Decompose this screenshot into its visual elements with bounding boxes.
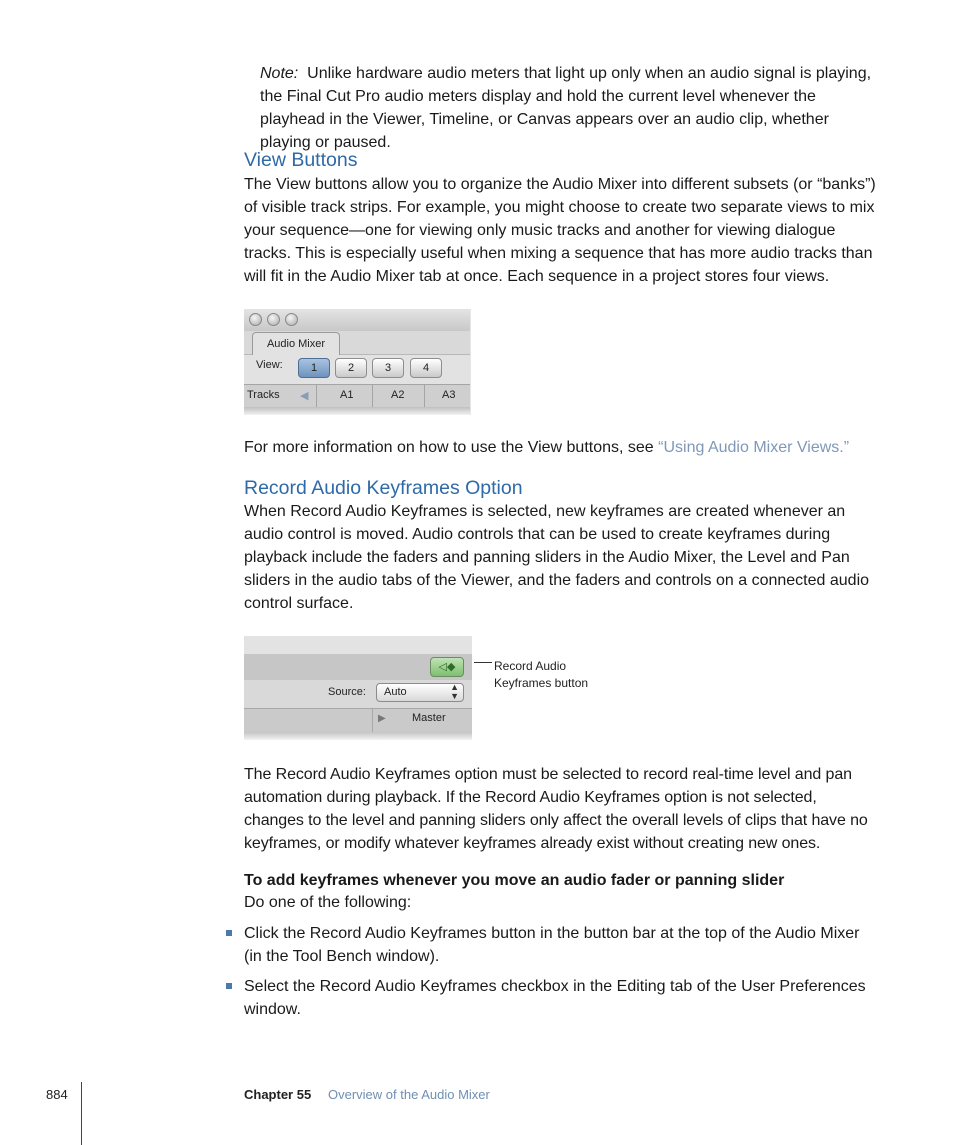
minimize-window-icon xyxy=(267,313,280,326)
record-keyframes-paragraph-2: The Record Audio Keyframes option must be selected to record real-time level and pan automation during playback. If the Record Audio Keyframes option is not selected, changes to the level and panning sliders only affect the overall levels of clips that have no keyframes, or modify whatever keyframes already exist without creating new ones. xyxy=(244,766,868,852)
popup-arrows-icon: ▲ ▼ xyxy=(450,682,459,701)
track-column-a3: A3 xyxy=(442,389,456,401)
bullet-marker xyxy=(226,930,232,936)
view-button-2[interactable]: 2 xyxy=(335,358,367,378)
collapse-arrow-icon[interactable]: ◀ xyxy=(300,390,309,402)
screenshot-fade xyxy=(244,732,472,740)
footer-chapter: Chapter 55 xyxy=(244,1087,312,1102)
speaker-keyframe-icon: ◁◆ xyxy=(438,661,456,673)
view-buttons-heading: View Buttons xyxy=(244,149,358,171)
tracks-label: Tracks xyxy=(247,389,280,401)
track-column-a1: A1 xyxy=(340,389,354,401)
note-label: Note: xyxy=(260,65,299,82)
tab-audio-mixer[interactable]: Audio Mixer xyxy=(252,332,340,355)
zoom-window-icon xyxy=(285,313,298,326)
record-keyframes-heading: Record Audio Keyframes Option xyxy=(244,477,523,499)
source-popup[interactable] xyxy=(376,683,464,702)
task-heading: To add keyframes whenever you move an audio fader or panning slider xyxy=(244,872,785,889)
record-audio-keyframes-button[interactable] xyxy=(430,657,464,677)
column-divider xyxy=(316,384,317,408)
footer-chapter-title: Overview of the Audio Mixer xyxy=(328,1087,490,1102)
audio-mixer-screenshot xyxy=(244,309,471,415)
page-number: 884 xyxy=(46,1087,68,1102)
bullet-item-2: Select the Record Audio Keyframes checkbox in the Editing tab of the User Preferences window. xyxy=(244,978,866,1018)
bullet-item-1: Click the Record Audio Keyframes button in the button bar at the top of the Audio Mixer (in the Tool Bench window). xyxy=(244,925,860,965)
record-keyframes-screenshot xyxy=(244,636,472,740)
view-button-4[interactable]: 4 xyxy=(410,358,442,378)
more-info-text: For more information on how to use the View buttons, see xyxy=(244,439,659,456)
view-buttons-paragraph: The View buttons allow you to organize the Audio Mixer into different subsets (or “banks”) of visible track strips. For example, you might choose to create two separate views to mix your sequence—one for viewing only music tracks and another for viewing dialogue tracks. This is especially useful when mixing a sequence that has more audio tracks than will fit in the Audio Mixer tab at once. Each sequence in a project stores four views. xyxy=(244,176,876,285)
bullet-marker xyxy=(226,983,232,989)
screenshot-fade xyxy=(244,407,470,415)
master-label: Master xyxy=(412,712,446,724)
close-window-icon xyxy=(249,313,262,326)
note-paragraph xyxy=(260,62,876,154)
disclosure-triangle-icon[interactable]: ▶ xyxy=(378,713,386,724)
callout-leader-line xyxy=(474,662,492,663)
track-column-a2: A2 xyxy=(391,389,405,401)
column-divider xyxy=(372,384,373,408)
using-audio-mixer-views-link[interactable]: “Using Audio Mixer Views.” xyxy=(658,439,850,456)
screenshot-top-strip xyxy=(244,636,472,655)
view-button-3[interactable]: 3 xyxy=(372,358,404,378)
view-label: View: xyxy=(256,359,283,371)
source-label: Source: xyxy=(328,686,366,698)
more-info-line xyxy=(244,436,884,459)
record-keyframes-paragraph: When Record Audio Keyframes is selected, new keyframes are created whenever an audio control is moved. Audio controls that can be used to create keyframes during playback include the faders and panning sliders in the Audio Mixer, the Level and Pan sliders in the audio tabs of the Viewer, and the faders and controls on a connected audio control surface. xyxy=(244,503,870,612)
note-text: Unlike hardware audio meters that light up only when an audio signal is playing, the Final Cut Pro audio meters display and hold the current level whenever the playhead in the Viewer, Timeline, or Canvas appears over an audio clip, whether playing or paused. xyxy=(260,65,872,151)
task-intro: Do one of the following: xyxy=(244,894,412,911)
column-divider xyxy=(424,384,425,408)
tracks-header-row xyxy=(244,384,470,408)
callout-label: Record Audio Keyframes button xyxy=(494,659,589,690)
footer-divider xyxy=(81,1082,82,1145)
view-button-1[interactable]: 1 xyxy=(298,358,330,378)
source-value: Auto xyxy=(384,686,407,698)
